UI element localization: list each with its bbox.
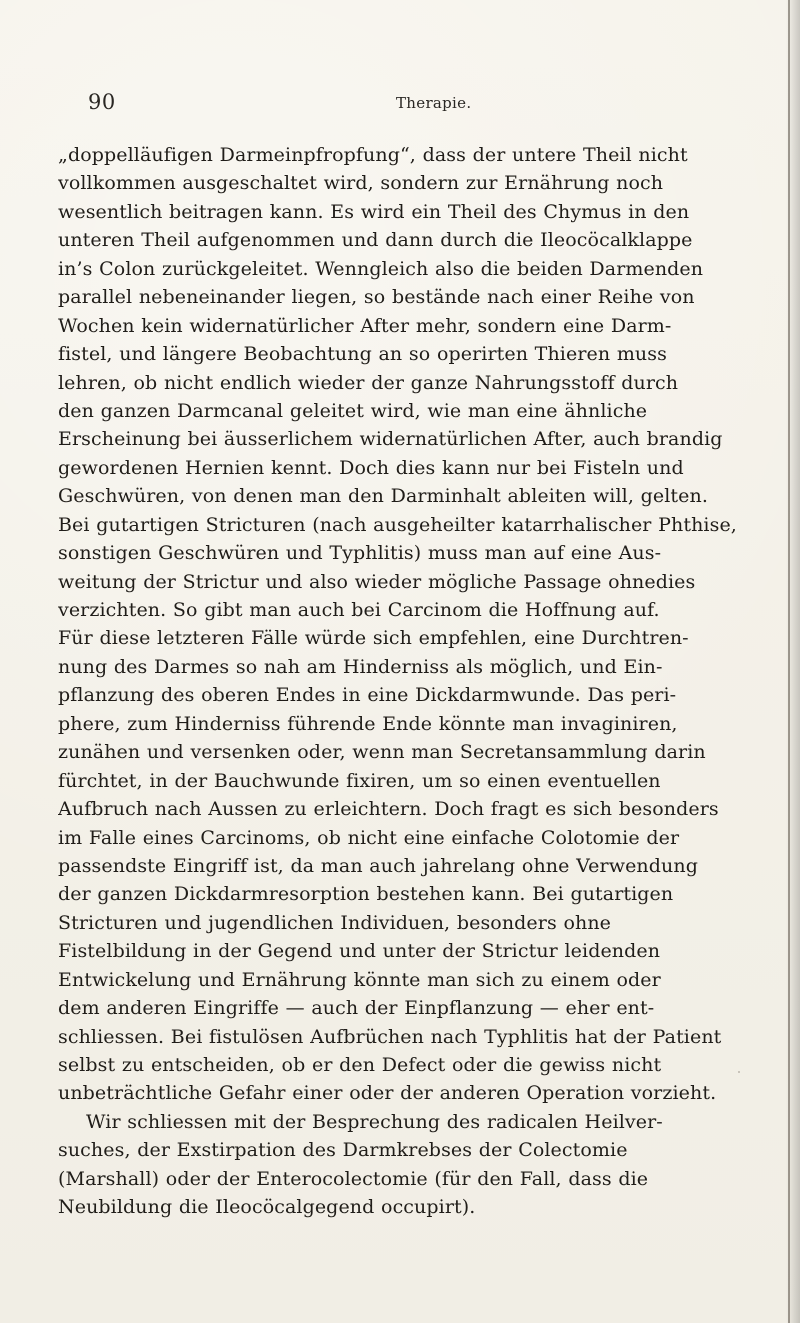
- text-line: passendste Eingriff ist, da man auch jahrelang ohne Verwendung: [58, 854, 698, 877]
- page-edge-line: [788, 0, 790, 1323]
- text-line: Fistelbildung in der Gegend und unter der Strictur leidenden: [58, 940, 661, 963]
- text-line: „doppelläufigen Darmeinpfropfung“, dass der untere Theil nicht: [58, 144, 688, 166]
- text-line: Entwickelung und Ernährung könnte man sich zu einem oder: [58, 968, 661, 991]
- text-line: Neubildung die Ileocöcalgegend occupirt).: [58, 1196, 476, 1219]
- text-line: parallel nebeneinander liegen, so bestände nach einer Reihe von: [58, 286, 695, 309]
- text-line: dem anderen Eingriffe — auch der Einpflanzung — eher ent-: [58, 997, 655, 1020]
- text-line: den ganzen Darmcanal geleitet wird, wie man eine ähnliche: [58, 399, 648, 422]
- text-line: Bei gutartigen Stricturen (nach ausgeheilter katarrhalischer Phthise,: [58, 513, 737, 536]
- text-line: in’s Colon zurückgeleitet. Wenngleich also die beiden Darmenden: [58, 257, 704, 280]
- text-line: pflanzung des oberen Endes in eine Dickdarmwunde. Das peri-: [58, 684, 677, 707]
- text-line: unbeträchtliche Gefahr einer oder der anderen Operation vorzieht.: [58, 1082, 717, 1105]
- text-line: phere, zum Hinderniss führende Ende könnte man invaginiren,: [58, 712, 678, 735]
- text-line: Wir schliessen mit der Besprechung des radicalen Heilver-: [86, 1110, 663, 1133]
- text-line: Stricturen und jugendlichen Individuen, besonders ohne: [58, 911, 612, 934]
- text-line: im Falle eines Carcinoms, ob nicht eine einfache Colotomie der: [58, 826, 680, 849]
- text-line: Aufbruch nach Aussen zu erleichtern. Doch fragt es sich besonders: [58, 798, 719, 821]
- text-line: suches, der Exstirpation des Darmkrebses der Colectomie: [58, 1139, 628, 1162]
- text-line: weitung der Strictur und also wieder mögliche Passage ohnedies: [58, 570, 696, 593]
- text-line: fistel, und längere Beobachtung an so operirten Thieren muss: [58, 343, 667, 366]
- text-line: nung des Darmes so nah am Hinderniss als möglich, und Ein-: [58, 655, 663, 678]
- text-line: schliessen. Bei fistulösen Aufbrüchen nach Typhlitis hat der Patient: [58, 1025, 722, 1048]
- text-line: zunähen und versenken oder, wenn man Secretansammlung darin: [58, 741, 706, 764]
- text-line: Wochen kein widernatürlicher After mehr, sondern eine Darm-: [58, 314, 672, 337]
- text-line: vollkommen ausgeschaltet wird, sondern zur Ernährung noch: [58, 172, 664, 195]
- text-line: Erscheinung bei äusserlichem widernatürlichen After, auch brandig: [58, 428, 723, 451]
- page-number: 90: [88, 90, 116, 114]
- text-line: lehren, ob nicht endlich wieder der ganze Nahrungsstoff durch: [58, 371, 679, 394]
- body-text: [58, 141, 778, 1222]
- text-line: Geschwüren, von denen man den Darminhalt ableiten will, gelten.: [58, 485, 708, 508]
- paper-smudge: [738, 1071, 740, 1073]
- text-line: sonstigen Geschwüren und Typhlitis) muss man auf eine Aus-: [58, 542, 662, 565]
- text-line: der ganzen Dickdarmresorption bestehen kann. Bei gutartigen: [58, 883, 674, 906]
- text-line: selbst zu entscheiden, ob er den Defect oder die gewiss nicht: [58, 1054, 662, 1076]
- page-header: [88, 90, 800, 120]
- text-line: (Marshall) oder der Enterocolectomie (für den Fall, dass die: [58, 1167, 649, 1190]
- running-head: Therapie.: [396, 94, 472, 112]
- text-line: verzichten. So gibt man auch bei Carcinom die Hoffnung auf.: [58, 599, 660, 621]
- text-line: fürchtet, in der Bauchwunde fixiren, um so einen eventuellen: [58, 769, 661, 792]
- text-line: unteren Theil aufgenommen und dann durch die Ileocöcalklappe: [58, 229, 693, 252]
- text-line: Für diese letzteren Fälle würde sich empfehlen, eine Durchtren-: [58, 627, 689, 650]
- text-line: wesentlich beitragen kann. Es wird ein Theil des Chymus in den: [58, 200, 690, 223]
- text-line: gewordenen Hernien kennt. Doch dies kann nur bei Fisteln und: [58, 456, 684, 479]
